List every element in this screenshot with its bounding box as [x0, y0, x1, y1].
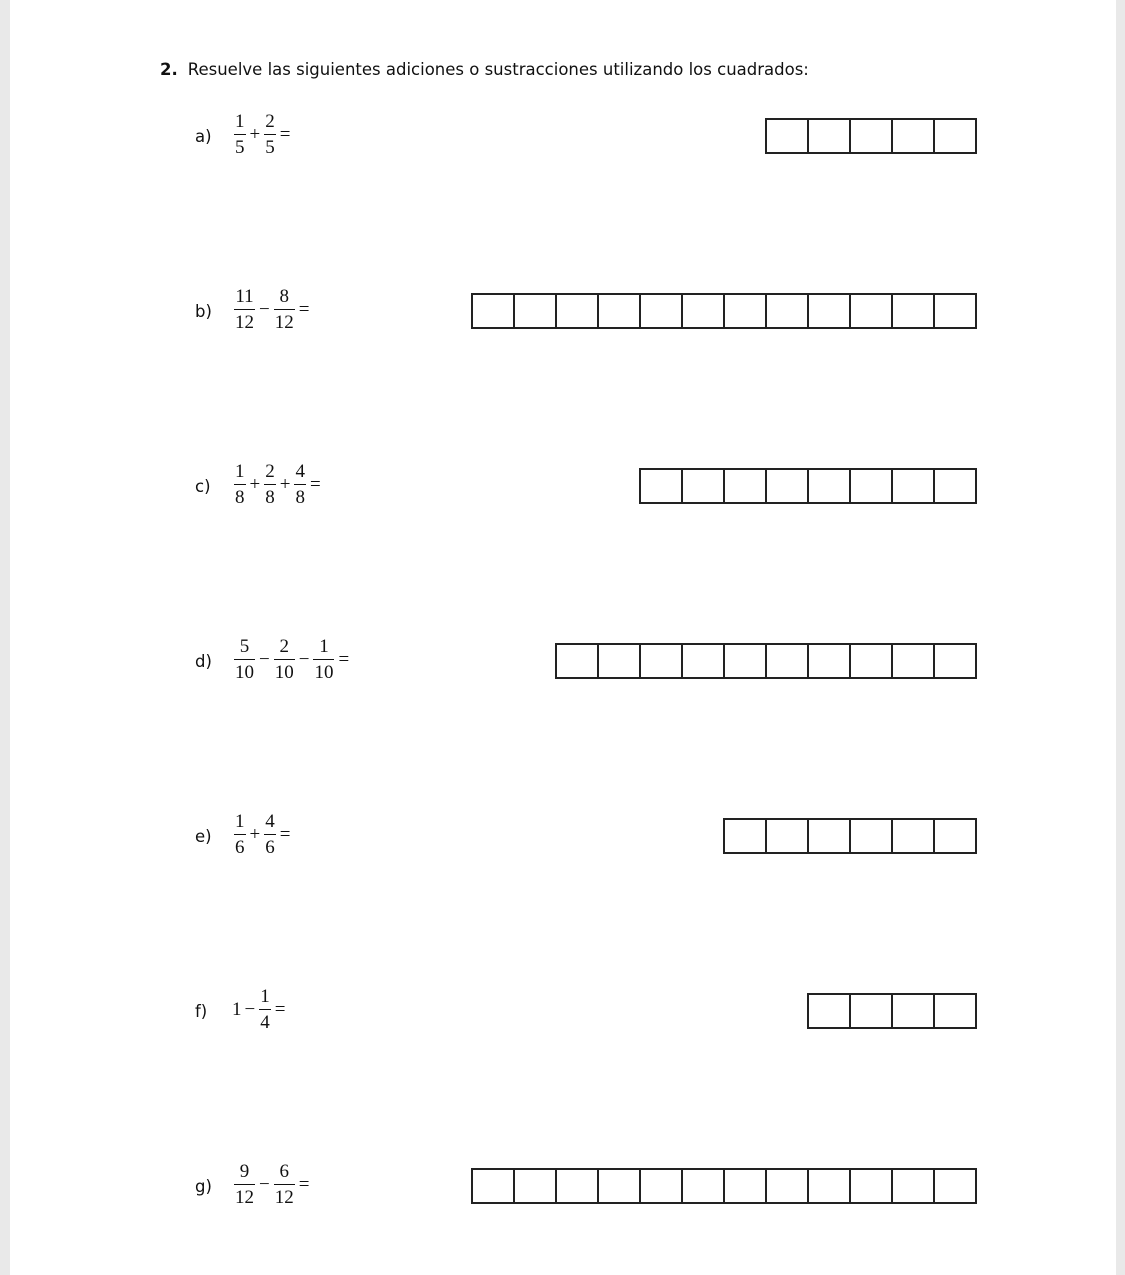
denominator: 5 — [265, 137, 275, 158]
answer-square — [935, 470, 977, 502]
fraction — [262, 811, 278, 859]
exercise-label: g) — [195, 1177, 212, 1196]
operator: − — [259, 649, 270, 670]
fraction-bar — [259, 1009, 271, 1010]
fraction — [292, 461, 308, 509]
numerator: 8 — [279, 286, 289, 307]
answer-square — [851, 820, 893, 852]
answer-square — [515, 1170, 557, 1202]
operator: = — [309, 474, 321, 495]
operator: = — [338, 649, 350, 670]
fraction — [311, 636, 336, 684]
operator: + — [249, 474, 261, 495]
answer-square — [641, 470, 683, 502]
exercise-item — [10, 105, 1116, 175]
answer-box-strip — [555, 643, 977, 679]
answer-square — [851, 295, 893, 327]
denominator: 4 — [260, 1012, 270, 1033]
fraction-bar — [264, 834, 276, 835]
answer-square — [683, 1170, 725, 1202]
fraction-bar — [274, 309, 295, 310]
denominator: 6 — [235, 837, 245, 858]
fraction — [272, 1161, 297, 1209]
answer-square — [473, 1170, 515, 1202]
operator: − — [298, 649, 310, 670]
fraction-expression — [232, 805, 292, 865]
fraction-expression — [232, 1155, 311, 1215]
fraction-expression — [232, 280, 311, 340]
exercise-heading — [160, 60, 809, 79]
whole-number: 1 — [232, 999, 242, 1020]
exercise-instruction: Resuelve las siguientes adiciones o sustracciones utilizando los cuadrados: — [187, 60, 809, 79]
exercise-item — [10, 630, 1116, 700]
operator: − — [244, 999, 256, 1020]
exercise-label: c) — [195, 477, 211, 496]
answer-square — [893, 470, 935, 502]
answer-square — [641, 1170, 683, 1202]
answer-box-strip — [807, 993, 977, 1029]
answer-square — [767, 820, 809, 852]
denominator: 12 — [274, 1187, 294, 1208]
worksheet-page — [10, 0, 1116, 1275]
answer-square — [725, 295, 767, 327]
exercise-number: 2. — [160, 60, 178, 79]
exercise-item — [10, 280, 1116, 350]
denominator: 10 — [274, 662, 294, 683]
answer-box-strip — [639, 468, 977, 504]
answer-square — [851, 470, 893, 502]
answer-square — [851, 995, 893, 1027]
numerator: 2 — [265, 111, 275, 132]
fraction — [272, 286, 297, 334]
answer-square — [725, 1170, 767, 1202]
fraction-bar — [294, 484, 306, 485]
fraction-bar — [234, 834, 246, 835]
answer-square — [767, 645, 809, 677]
fraction-expression — [232, 980, 287, 1040]
answer-square — [641, 295, 683, 327]
numerator: 11 — [235, 286, 254, 307]
fraction-bar — [234, 484, 246, 485]
answer-square — [893, 645, 935, 677]
answer-square — [809, 1170, 851, 1202]
fraction-bar — [234, 1184, 255, 1185]
denominator: 12 — [235, 312, 254, 333]
numerator: 1 — [235, 811, 245, 832]
fraction — [232, 1161, 257, 1209]
answer-square — [725, 470, 767, 502]
fraction-bar — [264, 484, 276, 485]
numerator: 9 — [239, 1161, 250, 1182]
answer-square — [641, 645, 683, 677]
fraction-bar — [274, 659, 295, 660]
operator: = — [298, 299, 310, 320]
denominator: 10 — [235, 662, 254, 683]
denominator: 5 — [235, 137, 245, 158]
fraction — [232, 286, 257, 334]
answer-square — [935, 820, 977, 852]
answer-square — [767, 1170, 809, 1202]
exercise-label: a) — [195, 127, 212, 146]
answer-square — [767, 120, 809, 152]
denominator: 6 — [265, 837, 275, 858]
fraction — [232, 461, 248, 509]
fraction-bar — [264, 134, 276, 135]
denominator: 8 — [235, 487, 245, 508]
numerator: 4 — [295, 461, 305, 482]
answer-square — [557, 645, 599, 677]
exercise-item — [10, 455, 1116, 525]
fraction-expression — [232, 455, 323, 515]
operator: + — [279, 474, 291, 495]
fraction — [262, 111, 278, 159]
answer-square — [809, 295, 851, 327]
answer-square — [809, 470, 851, 502]
answer-square — [893, 120, 935, 152]
fraction — [272, 636, 297, 684]
answer-square — [809, 645, 851, 677]
fraction-bar — [234, 134, 246, 135]
numerator: 2 — [265, 461, 275, 482]
answer-square — [809, 120, 851, 152]
answer-square — [599, 645, 641, 677]
answer-square — [725, 645, 767, 677]
answer-square — [557, 295, 599, 327]
answer-square — [893, 820, 935, 852]
denominator: 12 — [235, 1187, 254, 1208]
answer-square — [851, 645, 893, 677]
numerator: 2 — [279, 636, 289, 657]
denominator: 8 — [265, 487, 275, 508]
answer-square — [725, 820, 767, 852]
denominator: 8 — [295, 487, 305, 508]
answer-square — [809, 820, 851, 852]
answer-square — [599, 295, 641, 327]
answer-square — [935, 120, 977, 152]
operator: = — [279, 824, 291, 845]
answer-box-strip — [471, 293, 977, 329]
answer-square — [935, 645, 977, 677]
fraction-expression — [232, 630, 351, 690]
denominator: 10 — [314, 662, 334, 683]
fraction-bar — [234, 659, 255, 660]
answer-box-strip — [723, 818, 977, 854]
answer-square — [935, 995, 977, 1027]
exercise-item — [10, 1155, 1116, 1225]
operator: − — [259, 1174, 270, 1195]
answer-square — [809, 995, 851, 1027]
answer-square — [935, 1170, 977, 1202]
fraction-bar — [234, 309, 255, 310]
answer-square — [767, 470, 809, 502]
operator: = — [274, 999, 286, 1020]
numerator: 1 — [319, 636, 329, 657]
exercise-label: d) — [195, 652, 212, 671]
answer-square — [935, 295, 977, 327]
answer-square — [851, 120, 893, 152]
answer-square — [893, 1170, 935, 1202]
exercise-label: e) — [195, 827, 212, 846]
operator: + — [249, 124, 261, 145]
numerator: 4 — [265, 811, 275, 832]
exercise-label: b) — [195, 302, 212, 321]
answer-square — [515, 295, 557, 327]
numerator: 5 — [239, 636, 250, 657]
answer-box-strip — [765, 118, 977, 154]
operator: = — [279, 124, 291, 145]
answer-square — [683, 470, 725, 502]
numerator: 1 — [235, 461, 245, 482]
answer-square — [767, 295, 809, 327]
answer-square — [683, 295, 725, 327]
answer-square — [893, 995, 935, 1027]
exercise-label: f) — [195, 1002, 208, 1021]
answer-square — [893, 295, 935, 327]
operator: − — [259, 299, 270, 320]
fraction — [257, 986, 273, 1034]
operator: = — [298, 1174, 310, 1195]
answer-square — [851, 1170, 893, 1202]
fraction-bar — [274, 1184, 295, 1185]
numerator: 1 — [235, 111, 245, 132]
fraction-expression — [232, 105, 292, 165]
numerator: 1 — [260, 986, 270, 1007]
exercise-item — [10, 980, 1116, 1050]
answer-square — [557, 1170, 599, 1202]
answer-square — [473, 295, 515, 327]
fraction — [232, 111, 248, 159]
exercise-item — [10, 805, 1116, 875]
fraction — [262, 461, 278, 509]
numerator: 6 — [279, 1161, 289, 1182]
answer-square — [599, 1170, 641, 1202]
answer-box-strip — [471, 1168, 977, 1204]
denominator: 12 — [274, 312, 294, 333]
fraction — [232, 811, 248, 859]
answer-square — [683, 645, 725, 677]
fraction — [232, 636, 257, 684]
operator: + — [249, 824, 261, 845]
fraction-bar — [313, 659, 334, 660]
